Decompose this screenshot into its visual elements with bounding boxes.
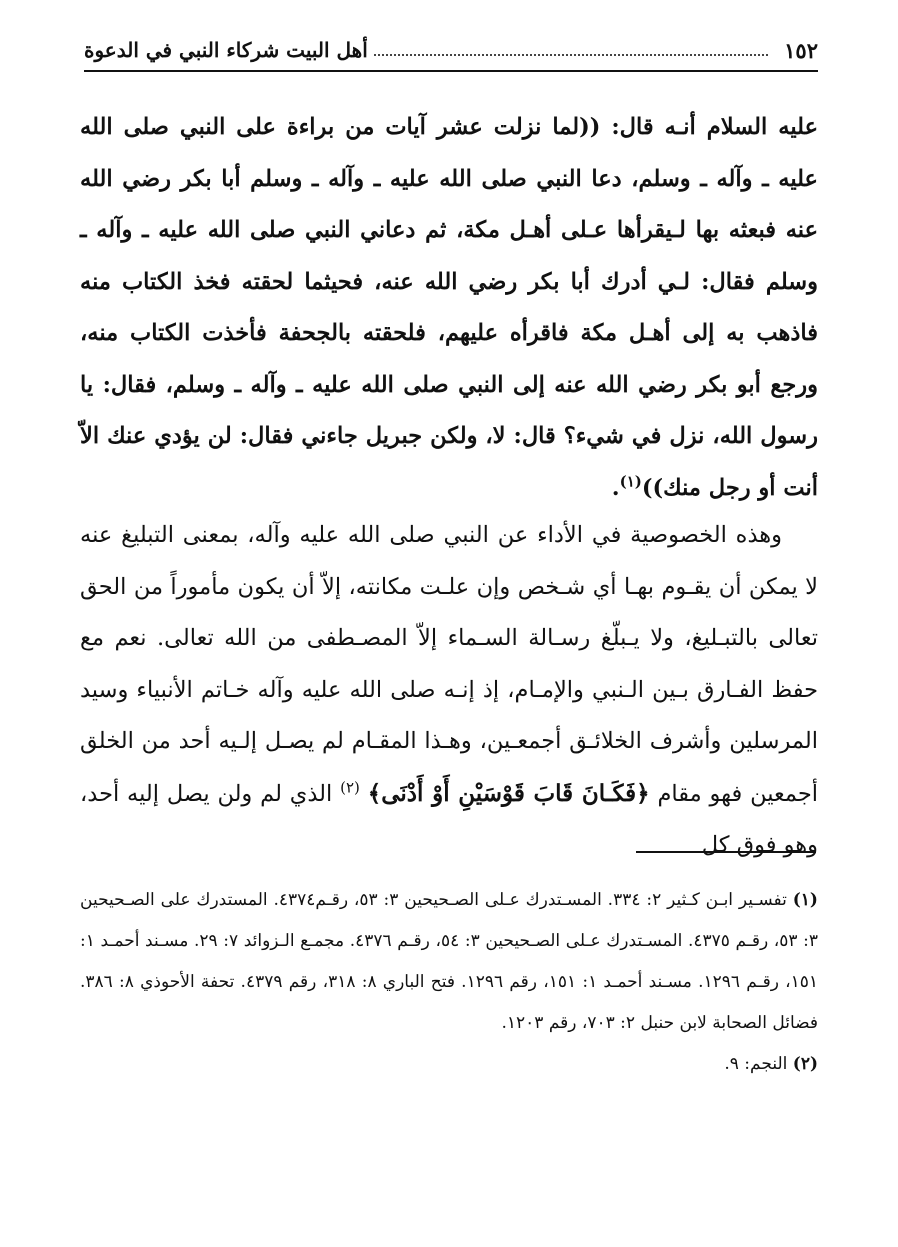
hadith-paragraph [80,102,818,514]
footnote-separator [636,851,816,853]
commentary-paragraph [80,510,818,872]
commentary-continuation: الذي لم ولن يصل إليه أحد، وهو فوق كل [80,780,818,858]
hadith-text: عليه السلام أنـه قال: ((لما نزلت عشر آيات من براءة على النبي صلى الله عليه ـ وآله ـ وسلم، دعا النبي صلى الله عليه ـ وآله ـ وسلم أبا بكر رضي الله عنه فبعثه بها لـيقرأها عـلى أهـل مكة، ثم دعاني النبي صلى الله عليه ـ وآله ـ وسلم فقال: لـي أدرك أبا بكر رضي الله عنه، فحيثما لحقته فخذ الكتاب منه فاذهب به إلى أهـل مكة فاقرأه عليهم، فلحقته بالجحفة فأخذت الكتاب منه، ورجع أبو بكر رضي الله عنه إلى النبي صلى الله عليه ـ وآله ـ وسلم، فقال: يا رسول الله، نزل في شيء؟ قال: لا، ولكن جبريل جاءني فقال: لن يؤدي عنك الاّ أنت أو رجل منك)) [80,114,819,501]
footnote-2 [80,1044,818,1085]
running-header [84,30,818,72]
footnote-text: تفسـير ابـن كـثير ٢: ٣٣٤. المسـتدرك عـلى الصـحيحين ٣: ٥٣، رقـم٤٣٧٤. المستدرك على الصـحيحين ٣: ٥٣، رقـم ٤٣٧٥. المسـتدرك عـلى الصـحيحين ٣: ٥٤، رقـم ٤٣٧٦. مجمـع الـزوائد ٧: ٢٩. مسـند أحمـد ١: ١٥١، رقـم ١٢٩٦. مسـند أحمـد ١: ١٥١، رقم ١٢٩٦. فتح الباري ٨: ٣١٨، رقم ٤٣٧٩. تحفة الأحوذي ٨: ٣٨٦. فضائل الصحابة لابن حنبل ٢: ٧٠٣، رقم ١٢٠٣. [80,890,819,1033]
header-title: أهل البيت شركاء النبي في الدعوة [84,38,368,62]
footnote-number: (٢) [792,1054,818,1074]
quran-verse: ﴿فَكَـانَ قَابَ قَوْسَيْنِ أَوْ أَدْنَى﴾ [367,779,650,807]
footnote-number: (١) [792,890,818,910]
header-dotted-leader [374,54,768,56]
footnotes [80,880,818,1085]
footnote-1 [80,880,818,1044]
footnote-ref-1[interactable]: (١) [619,472,642,490]
page-number: ١٥٢ [784,37,818,63]
footnote-text: النجم: ٩. [724,1054,788,1074]
footnote-ref-2[interactable]: (٢) [340,778,360,796]
hadith-end: . [611,474,620,501]
commentary-text: وهذه الخصوصية في الأداء عن النبي صلى الله عليه وآله، بمعنى التبليغ عنه لا يمكن أن يقـوم بهـا أي شـخص وإن علـت مكانته، إلاّ أن يكون مأموراً من الحق تعالى بالتبـليغ، ولا يـبلّغ رسـالة السـماء إلاّ المصـطفى من الله تعالى. نعم مع حفظ الفـارق بـين الـنبي والإمـام، إذ إنـه صلى الله عليه وآله خـاتم الأنبياء وسيد المرسلين وأشرف الخلائـق أجمعـين، وهـذا المقـام لم يصـل إلـيه أحد من الخلق أجمعين فهو مقام [80,522,819,807]
